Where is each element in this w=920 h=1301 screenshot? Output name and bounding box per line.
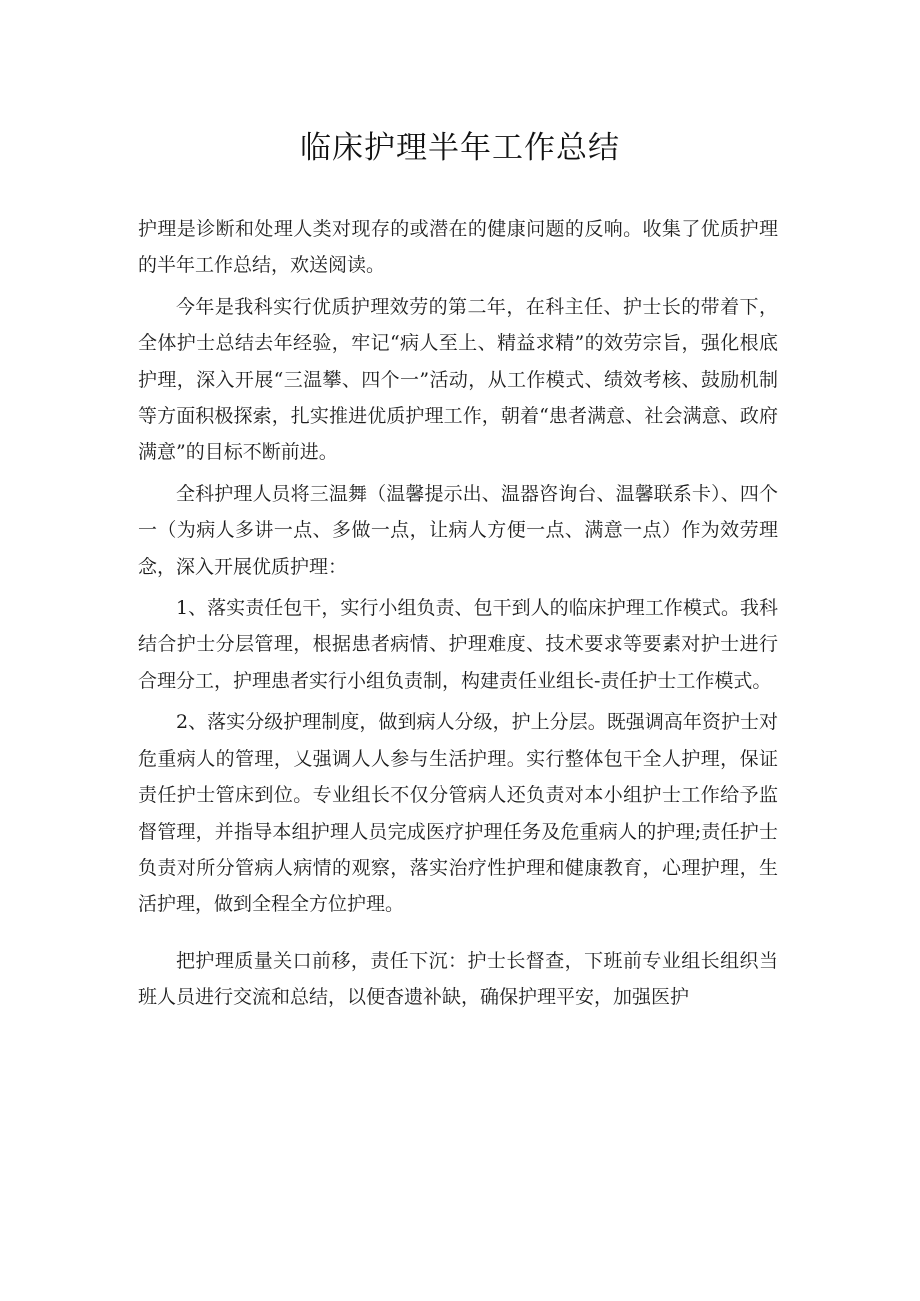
paragraph-overview: 今年是我科实行优质护理效劳的第二年，在科主任、护士长的带着下，全体护士总结去年经验，牢记“病人至上、精益求精”的效劳宗旨，强化根底护理，深入开展“三温攀、四个一”活动，从工作模式、绩效考核、鼓励机制等方面积极探索，扎实推进优质护理工作，朝着“患者满意、社会满意、政府满意”的目标不断前进。 — [138, 295, 778, 464]
paragraph-intro: 护理是诊断和处理人类对现存的或潜在的健康问题的反响。收集了优质护理的半年工作总结，欢送阅读。 — [138, 218, 778, 277]
document-title: 临床护理半年工作总结 — [300, 130, 620, 166]
paragraph-item-2: 2、落实分级护理制度，做到病人分级，护上分层。既强调高年资护士对危重病人的管理，乂强调人人参与生活护理。实行整体包干全人护理，保证责任护士管床到位。专业组长不仅分管病人还负责对本小组护士工作给予监督管理，并指导本组护理人员完成医疗护理任务及危重病人的护理;责任护士负责对所分管病人病情的观察，落实治疗性护理和健康教育，心理护理，生活护理，做到全程全方位护理。 — [138, 711, 778, 916]
paragraph-quality-control: 把护理质量关口前移，责任下沉：护士长督查，下班前专业组长组织当班人员进行交流和总结，以便杳遗补缺，确保护理平安，加强医护 — [138, 949, 778, 1009]
document-body — [138, 211, 778, 1016]
paragraph-service-concept: 全科护理人员将三温舞（温馨提示出、温器咨询台、温馨联系卡）、四个一（为病人多讲一点、多做一点，让病人方便一点、满意一点）作为效劳理念，深入开展优质护理： — [138, 482, 778, 578]
paragraph-item-1: 1、落实责任包干，实行小组负责、包干到人的临床护理工作模式。我科结合护士分层管理，根据患者病情、护理难度、技术要求等要素对护士进行合理分工，护理患者实行小组负责制，构建责任业组长-责任护士工作模式。 — [138, 597, 778, 692]
